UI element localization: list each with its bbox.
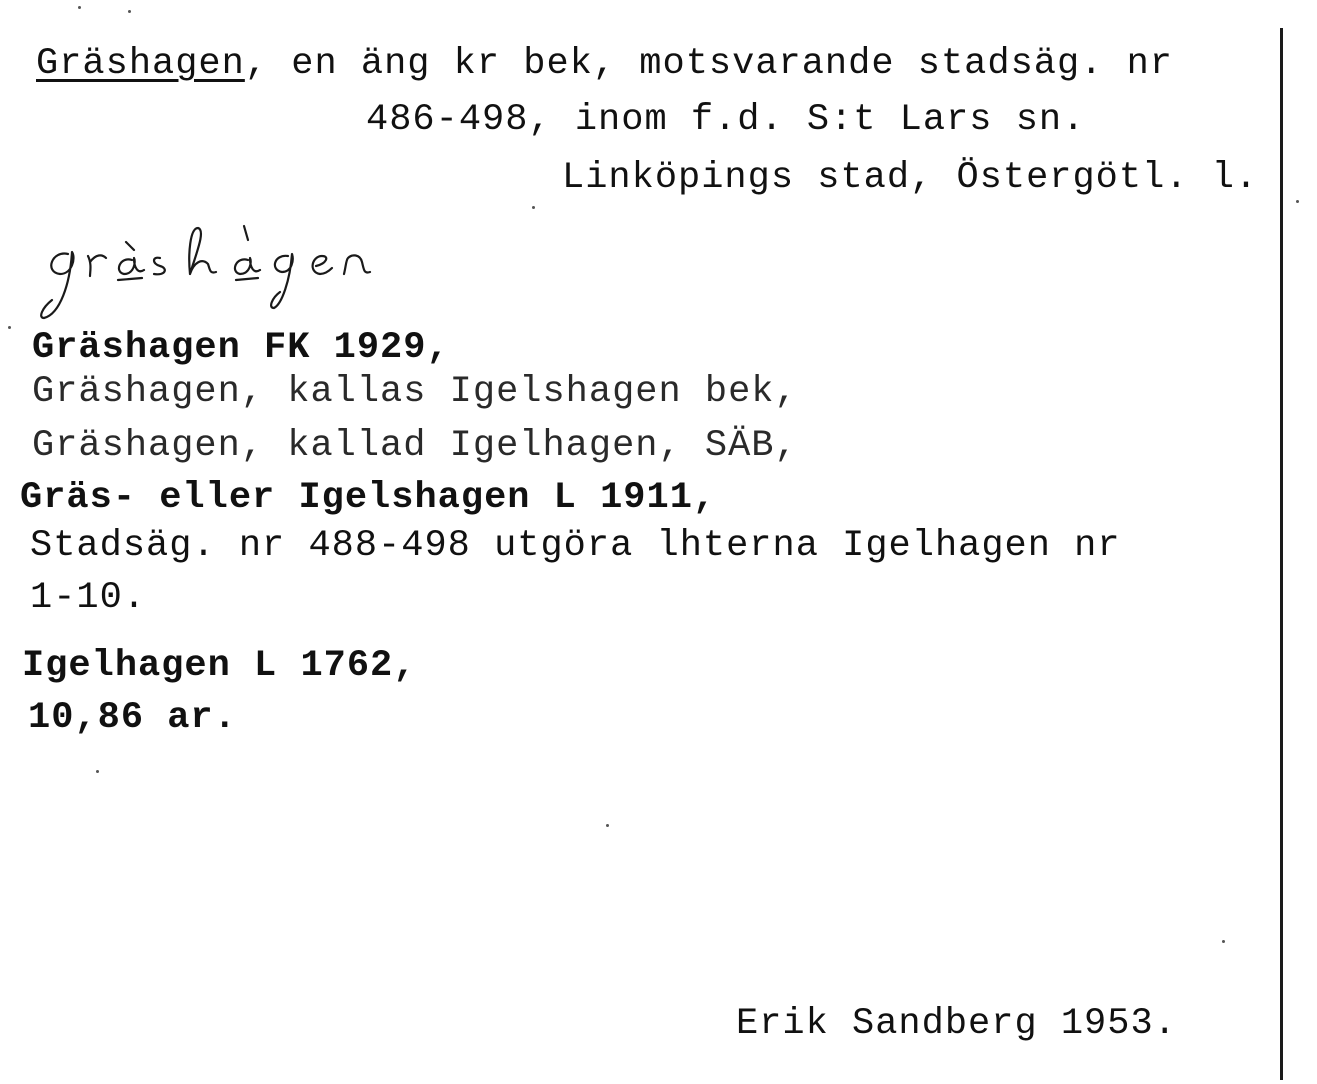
heading-line-1 xyxy=(36,43,1173,85)
card-edge-line xyxy=(1280,28,1283,1080)
heading-line-2: 486-498, inom f.d. S:t Lars sn. xyxy=(366,99,1086,141)
heading-rest: , en äng kr bek, motsvarande stadsäg. nr xyxy=(244,43,1173,85)
entry-4: Gräs- eller Igelshagen L 1911, xyxy=(20,477,717,519)
scan-speck xyxy=(606,824,609,827)
scan-speck xyxy=(1222,940,1225,943)
signature: Erik Sandberg 1953. xyxy=(736,1003,1177,1045)
scan-speck xyxy=(78,6,81,9)
entry-7: Igelhagen L 1762, xyxy=(22,645,417,687)
entry-8: 10,86 ar. xyxy=(28,697,237,739)
heading-name: Gräshagen xyxy=(36,43,245,85)
handwritten-note xyxy=(30,214,500,334)
scan-speck xyxy=(1296,200,1299,203)
entry-3: Gräshagen, kallad Igelhagen, SÄB, xyxy=(32,425,798,467)
scan-speck xyxy=(8,326,11,329)
entry-6: 1-10. xyxy=(30,577,147,619)
scan-speck xyxy=(128,10,131,13)
entry-2: Gräshagen, kallas Igelshagen bek, xyxy=(32,371,798,413)
scan-speck xyxy=(96,770,99,773)
entry-1: Gräshagen FK 1929, xyxy=(32,327,450,369)
scan-speck xyxy=(532,206,535,209)
heading-line-3: Linköpings stad, Östergötl. l. xyxy=(562,157,1259,199)
entry-5: Stadsäg. nr 488-498 utgöra lhterna Igelhagen nr xyxy=(30,525,1121,567)
